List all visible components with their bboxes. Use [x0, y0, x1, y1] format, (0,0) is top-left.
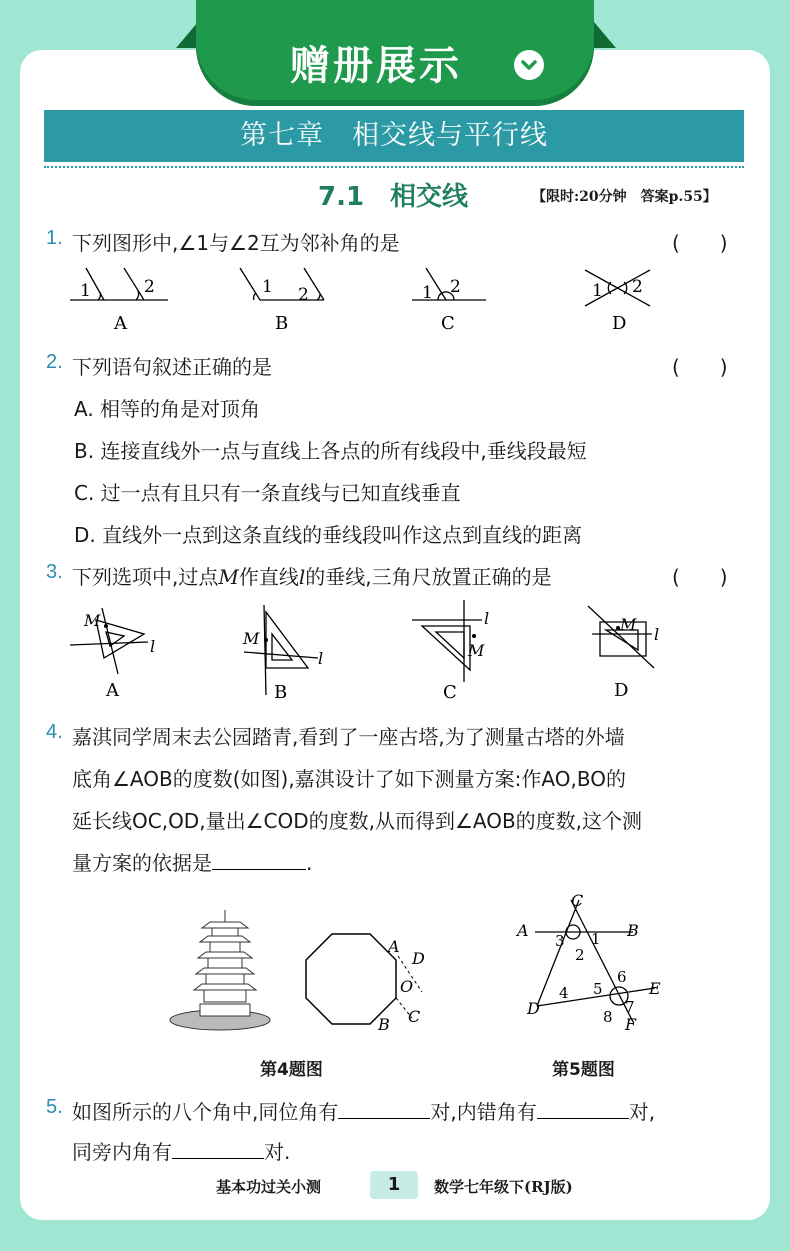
angle-label: 1 [592, 281, 603, 301]
angle-label: 1 [591, 930, 601, 948]
angle-label: 4 [559, 984, 569, 1002]
point-label: M [468, 641, 485, 660]
angle-label: 2 [144, 277, 155, 297]
figure-caption: 第5题图 [552, 1060, 615, 1080]
option-label[interactable]: C [441, 313, 455, 334]
page-number: 1 [370, 1171, 418, 1199]
header-title: 赠册展示 [290, 43, 462, 89]
answer-bracket[interactable]: ( ) [672, 565, 728, 589]
tab-fold-left [176, 22, 198, 48]
angle-label: 8 [603, 1008, 613, 1026]
answer-bracket[interactable]: ( ) [672, 355, 728, 379]
option-label[interactable]: A [114, 313, 127, 334]
line-label: l [318, 649, 324, 668]
line-label: l [150, 637, 156, 656]
question-text: 下列语句叙述正确的是 [72, 355, 272, 379]
point-label: O [400, 977, 414, 996]
q1-figures [40, 262, 740, 342]
question-number: 2. [46, 351, 63, 373]
chevron-down-icon[interactable] [514, 50, 544, 80]
time-limit: 【限时:20分钟 答案p.55】 [532, 189, 717, 205]
footer-left: 基本功过关小测 [216, 1178, 322, 1196]
angle-label: 2 [632, 277, 643, 297]
answer-blank[interactable] [212, 851, 306, 870]
point-label: B [378, 1015, 390, 1034]
choice-option[interactable]: D. 直线外一点到这条直线的垂线段叫作这点到直线的距离 [74, 523, 583, 547]
answer-blank[interactable] [172, 1140, 264, 1159]
point-label: M [620, 615, 637, 634]
point-label: A [388, 937, 400, 956]
angle-label: 6 [617, 968, 627, 986]
angle-label: 1 [80, 281, 91, 301]
choice-option[interactable]: A. 相等的角是对顶角 [74, 397, 261, 421]
option-label[interactable]: A [106, 680, 119, 701]
question-text-line: 延长线OC,OD,量出∠COD的度数,从而得到∠AOB的度数,这个测 [72, 809, 643, 833]
q3-figures [40, 600, 740, 710]
line-label: l [484, 609, 490, 628]
line-label: l [654, 625, 660, 644]
figure-caption: 第4题图 [260, 1060, 323, 1080]
question-text: 下列图形中,∠1与∠2互为邻补角的是 [72, 231, 400, 255]
question-text-line: 嘉淇同学周末去公园踏青,看到了一座古塔,为了测量古塔的外墙 [72, 725, 625, 749]
question-text: 下列选项中,过点M作直线l的垂线,三角尺放置正确的是 [72, 565, 552, 589]
question-number: 4. [46, 721, 63, 743]
point-label: F [625, 1015, 637, 1034]
choice-option[interactable]: C. 过一点有且只有一条直线与已知直线垂直 [74, 481, 461, 505]
answer-blank[interactable] [537, 1100, 629, 1119]
point-label: M [84, 611, 101, 630]
point-label: B [627, 921, 639, 940]
question-text-line: 同旁内角有 对. [72, 1140, 291, 1164]
angle-label: 2 [575, 946, 585, 964]
point-label: D [412, 949, 425, 968]
answer-blank[interactable] [338, 1100, 430, 1119]
angle-label: 5 [593, 980, 603, 998]
option-label[interactable]: B [275, 313, 289, 334]
angle-label: 1 [262, 277, 273, 297]
question-number: 3. [46, 561, 63, 583]
point-label: C [408, 1007, 421, 1026]
question-number: 1. [46, 227, 63, 249]
question-text-line: 底角∠AOB的度数(如图),嘉淇设计了如下测量方案:作AO,BO的 [72, 767, 626, 791]
option-label[interactable]: D [612, 313, 627, 334]
angle-label: 7 [625, 998, 635, 1016]
divider [44, 166, 744, 168]
angles-figure [515, 890, 675, 1034]
point-label: M [243, 629, 260, 648]
point-label: D [527, 999, 540, 1018]
angle-label: 2 [450, 277, 461, 297]
option-label[interactable]: B [274, 682, 288, 703]
angle-label: 1 [422, 283, 433, 303]
footer-right: 数学七年级下(RJ版) [434, 1178, 573, 1196]
option-label[interactable]: D [614, 680, 629, 701]
angle-label: 2 [298, 285, 309, 305]
pagoda-figure [160, 910, 440, 1040]
angle-label: 3 [555, 932, 565, 950]
point-label: A [517, 921, 529, 940]
point-label: E [649, 979, 661, 998]
choice-option[interactable]: B. 连接直线外一点与直线上各点的所有线段中,垂线段最短 [74, 439, 587, 463]
section-title: 7.1 相交线 [318, 182, 469, 212]
option-label[interactable]: C [443, 682, 457, 703]
chapter-title: 第七章 相交线与平行线 [44, 110, 744, 162]
answer-bracket[interactable]: ( ) [672, 231, 728, 255]
tab-fold-right [594, 22, 616, 48]
question-text-line: 量方案的依据是 . [72, 851, 313, 875]
question-text-line: 如图所示的八个角中,同位角有 对,内错角有 对, [72, 1100, 656, 1124]
question-number: 5. [46, 1096, 63, 1118]
point-label: C [571, 891, 584, 910]
